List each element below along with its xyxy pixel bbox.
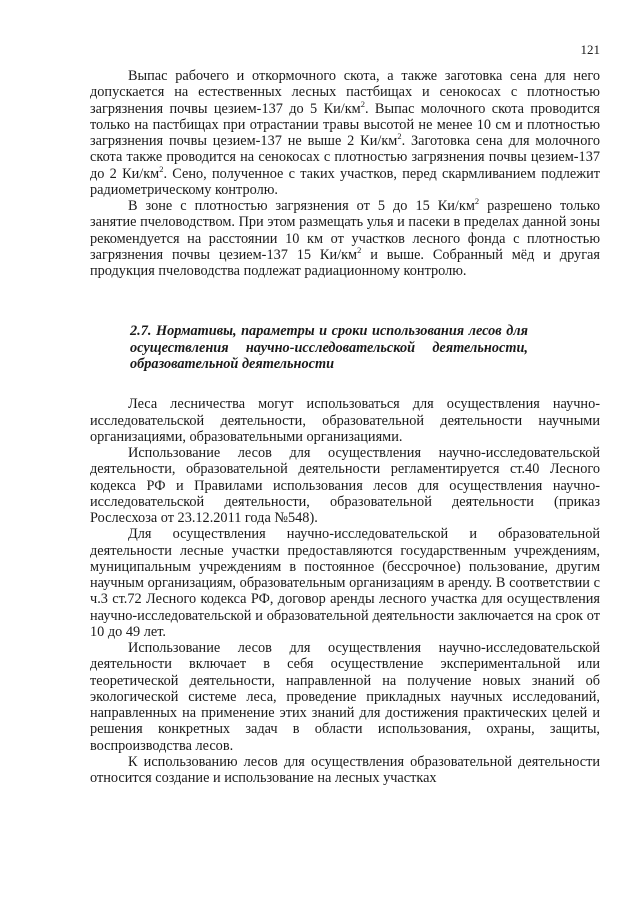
paragraph-livestock-grazing [90,68,600,198]
section-number: 2.7. [130,323,152,340]
paragraph-lease-terms: Для осуществления научно-исследовательской и образовательной деятельности лесные участки предоставляются государственным учреждениям, муниципальным учреждениям в постоянное (бессрочное) пользование, другим научным организациям, образовательным организациям в аренду. В соответствии с ч.3 ст.72 Лесного кодекса РФ, договор аренды лесного участка для осуществления научно-исследовательской и образовательной деятельности заключается на срок от 10 до 49 лет. [90,526,600,640]
superscript: 2 [474,196,480,207]
paragraph-forest-use-intro: Леса лесничества могут использоваться для осуществления научно-исследовательской деятельности, образовательной деятельности научными организациями, образовательными организациями. [90,396,600,445]
paragraph-research-activity: Использование лесов для осуществления научно-исследовательской деятельности включает в себя осуществление экспериментальной или теоретической деятельности, направленной на получение новых знаний об экологической системе леса, проведение прикладных научных исследований, направленных на применение этих знаний для достижения практических целей и решения конкретных задач в области использования, охраны, защиты, воспроизводства лесов. [90,640,600,754]
paragraph-text: . Сено, полученное с таких участков, перед скармливанием подлежит радиометрическому контролю. [90,165,600,198]
paragraph-text: и выше. Собранный мёд и другая продукция пчеловодства подлежат радиационному контролю. [90,246,600,279]
section-title: Нормативы, параметры и сроки использования лесов для осуществления научно-исследовательской деятельности, образовательной деятельности [130,323,528,373]
paragraph-text: Выпас рабочего и откормочного скота, а также заготовка сена для него допускается на естественных лесных пастбищах и сенокосах с плотностью загрязнения почвы цезием-137 до 5 Ки/км [90,68,600,117]
paragraph-text: . Заготовка сена для молочного скота также проводится на сенокосах с плотностью загрязнения почвы цезием-137 до 2 Ки/км [90,133,600,182]
paragraph-text: . Выпас молочного скота проводится только на пастбищах при отрастании травы высотой не менее 10 см и плотностью загрязнения почвы цезием-137 не выше 2 Ки/км [90,100,600,149]
paragraph-beekeeping [90,198,600,279]
superscript: 2 [397,131,402,142]
superscript: 2 [357,244,362,255]
paragraph-educational-activity: К использованию лесов для осуществления образовательной деятельности относится создание и использование на лесных участках [90,753,600,787]
superscript: 2 [159,163,164,174]
paragraph-text: В зоне с плотностью загрязнения от 5 до 15 Ки/км [128,198,475,214]
paragraph-regulation: Использование лесов для осуществления научно-исследовательской деятельности, образовательной деятельности регламентируется ст.40 Лесного кодекса РФ и Правилами использования лесов для осуществления научно-исследовательской деятельности, образовательной деятельности (приказ Рослесхоза от 23.12.2011 года №548). [90,445,600,527]
section-heading [90,323,600,372]
page-content [90,68,600,786]
paragraph-text: разрешено только занятие пчеловодством. При этом размещать улья и пасеки в пределах данной зоны рекомендуется на расстоянии 10 км от участков лесного фонда с плотностью загрязнения почвы цезием-137 15 Ки/км [90,198,600,263]
section-body [90,396,600,786]
page-number: 121 [580,42,600,57]
superscript: 2 [360,98,365,109]
